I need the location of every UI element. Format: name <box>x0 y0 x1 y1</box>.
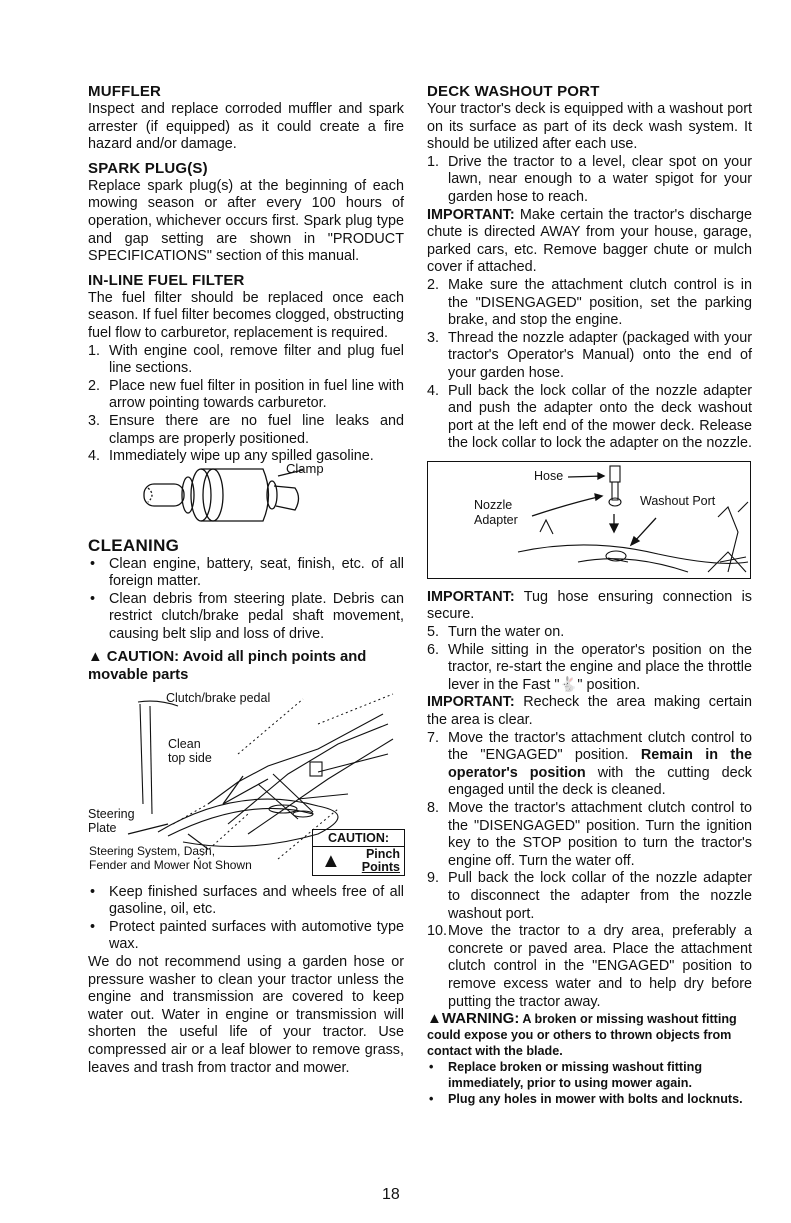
list-item: 6. While sitting in the operator's position on the tractor, re-start the engine and place the throttle lever in the Fast "🐇" position. <box>427 641 752 693</box>
caution-icon: ▲ <box>88 648 103 665</box>
pinch-caution-box: CAUTION: <box>312 829 405 847</box>
list-item: 10. Move the tractor to a dry area, preferably a concrete or paved area. Place the attachment clutch control in the "ENGAGED" position to remove excess water and to help dry before putting the tractor away. <box>427 923 752 1010</box>
list-item: 1. With engine cool, remove filter and plug fuel line sections. <box>88 342 404 377</box>
list-item: 4. Immediately wipe up any spilled gasoline. <box>88 448 374 465</box>
right-column <box>427 82 752 1107</box>
top-side-label: top side <box>168 750 212 765</box>
list-item: 3. Ensure there are no fuel line leaks and clamps are properly positioned. <box>88 412 404 447</box>
muffler-text: Inspect and replace corroded muffler and spark arrester (if equipped) as it could create a fire hazard and/or damage. <box>88 101 404 153</box>
hose-warning-text: We do not recommend using a garden hose or pressure washer to clean your tractor unless the engine and transmission are covered to keep water out. Water in engine or transmission will shorten the useful life of your tractor. Use compressed air or a leaf blower to remove grass, leaves and trash from tractor and mower. <box>88 954 404 1076</box>
washout-port-illustration <box>427 461 751 579</box>
clutch-pedal-label: Clutch/brake pedal <box>166 690 271 705</box>
warning-triangle-icon: ▲ <box>427 1010 442 1028</box>
warning-triangle-icon: ▲ <box>321 849 341 872</box>
plate-label: Plate <box>88 820 117 835</box>
list-item: • Plug any holes in mower with bolts and locknuts. <box>427 1091 752 1107</box>
list-item: • Clean engine, battery, seat, finish, etc. of all foreign matter. <box>88 556 404 591</box>
spark-plug-heading: SPARK PLUG(S) <box>88 159 208 177</box>
clean-label: Clean <box>168 736 201 751</box>
nozzle-label: Nozzle <box>474 497 513 512</box>
list-item: 2. Place new fuel filter in position in fuel line with arrow pointing towards carburetor. <box>88 377 404 412</box>
list-item: 1. Drive the tractor to a level, clear spot on your lawn, near enough to a water spigot for your garden hose to reach. <box>427 153 752 205</box>
steering-plate-illustration <box>88 684 404 872</box>
list-item: • Clean debris from steering plate. Debris can restrict clutch/brake pedal shaft movement, causing belt slip and loss of drive. <box>88 591 404 644</box>
clamp-label: Clamp <box>286 460 324 476</box>
deck-washout-heading: DECK WASHOUT PORT <box>427 83 600 100</box>
not-shown-note: Steering System, Dash, <box>89 843 216 858</box>
list-item: 8. Move the tractor's attachment clutch control to the "DISENGAGED" position. Turn the ignition key to the STOP position to turn the tractor's engine off. Turn the water off. <box>427 800 752 869</box>
list-item: • Replace broken or missing washout fitting immediately, prior to using mower again. <box>427 1059 752 1091</box>
fuel-filter-heading: IN-LINE FUEL FILTER <box>88 271 245 289</box>
warning-notice: ▲WARNING: A broken or missing washout fitting could expose you or others to thrown objects from contact with the blade. <box>427 1010 737 1059</box>
list-item: 4. Pull back the lock collar of the nozzle adapter and push the adapter onto the deck washout port at the left end of the mower deck. Release the lock collar to lock the adapter on the nozzle. <box>427 382 752 452</box>
list-item: 7. Move the tractor's attachment clutch control to the "ENGAGED" position. Remain in the operator's position with the cutting deck engaged until the deck is cleaned. <box>427 729 753 799</box>
important-note: IMPORTANT: Recheck the area making certain the area is clear. <box>427 694 752 729</box>
list-item: 9. Pull back the lock collar of the nozzle adapter to disconnect the adapter from the nozzle washout port. <box>427 870 752 922</box>
left-column <box>88 82 404 1077</box>
muffler-heading: MUFFLER <box>88 83 162 100</box>
list-item: 3. Thread the nozzle adapter (packaged with your tractor's Operator's Manual) onto the end of your garden hose. <box>427 329 752 381</box>
adapter-label: Adapter <box>474 512 518 527</box>
deck-washout-text: Your tractor's deck is equipped with a washout port on its surface as part of its deck wash system. It should be utilized after each use. <box>427 101 752 153</box>
list-item: 5. Turn the water on. <box>427 624 565 641</box>
not-shown-note: Fender and Mower Not Shown <box>89 857 252 872</box>
cleaning-heading: CLEANING <box>88 535 180 555</box>
spark-plug-text: Replace spark plug(s) at the beginning of each mowing season or after every 100 hours of operation, whichever occurs first. Spark plug type and gap setting are shown in "PRODUCT SPECIFICATIONS" section of this manual. <box>88 177 404 265</box>
important-note: IMPORTANT: Tug hose ensuring connection is secure. <box>427 588 752 623</box>
fuel-filter-drawing <box>88 466 404 528</box>
rabbit-fast-icon: 🐇 <box>559 676 578 693</box>
fuel-filter-illustration <box>88 460 404 528</box>
fuel-filter-steps <box>88 343 404 466</box>
washout-port-label: Washout Port <box>640 493 716 508</box>
hose-label: Hose <box>534 468 564 483</box>
page-number: 18 <box>382 1186 400 1203</box>
pinch-points-box: ▲ Pinch Points <box>312 846 405 876</box>
caution-notice: ▲ CAUTION: Avoid all pinch points and movable parts <box>88 648 367 683</box>
steering-label: Steering <box>88 806 135 821</box>
list-item: 2. Make sure the attachment clutch control is in the "DISENGAGED" position, set the parking brake, and stop the engine. <box>427 276 752 329</box>
list-item: • Protect painted surfaces with automotive type wax. <box>88 919 404 954</box>
important-note: IMPORTANT: Make certain the tractor's discharge chute is directed AWAY from your house, garage, parked cars, etc. Remove bagger chute or mulch cover if attached. <box>427 206 752 276</box>
list-item: • Keep finished surfaces and wheels free of all gasoline, oil, etc. <box>88 884 404 919</box>
fuel-filter-text: The fuel filter should be replaced once each season. If fuel filter becomes clogged, obstructing fuel flow to carburetor, replacement is required. <box>88 289 404 341</box>
